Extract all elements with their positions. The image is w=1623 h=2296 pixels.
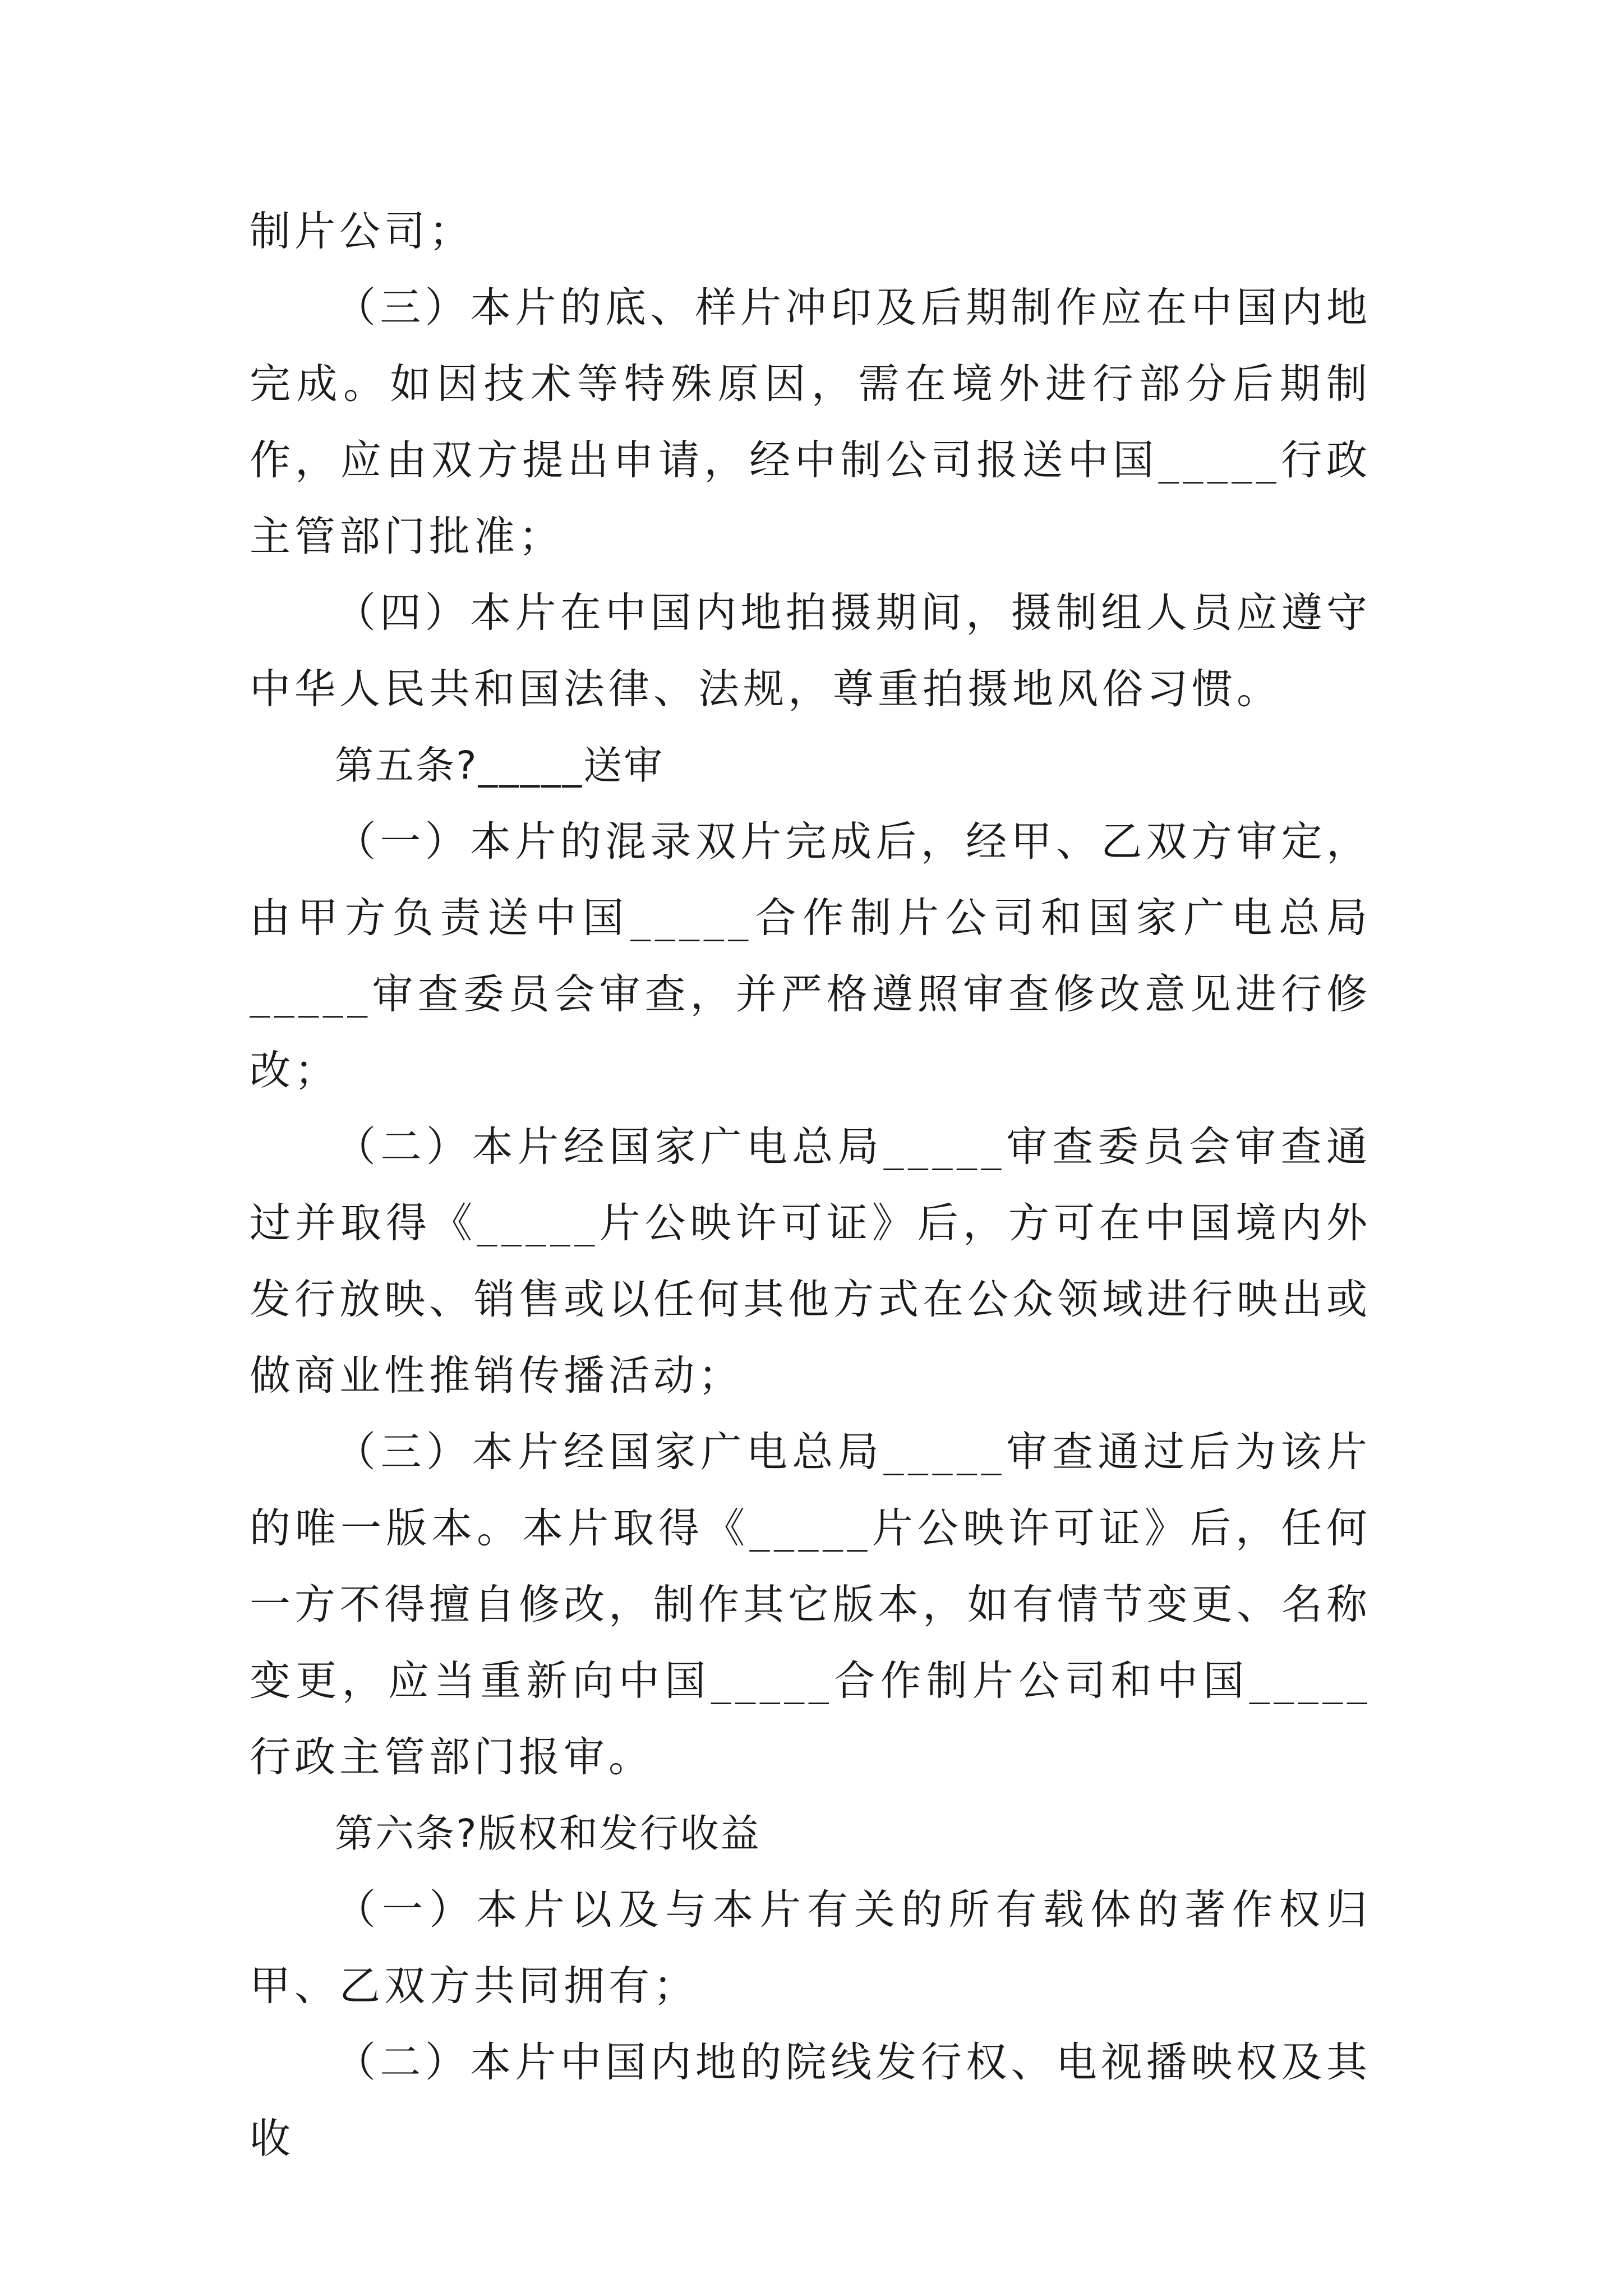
paragraph-clause-4-3: （三）本片的底、样片冲印及后期制作应在中国内地完成。如因技术等特殊原因，需在境外进行部分后期制作，应由双方提出申请，经中制公司报送中国_____行政主管部门批准；: [250, 284, 1371, 560]
document-body: [250, 194, 1371, 2177]
paragraph-clause-5-2: （二）本片经国家广电总局_____审查委员会审查通过并取得《_____片公映许可证》后，方可在中国境内外发行放映、销售或以任何其他方式在公众领域进行映出或做商业性推销传播活动；: [250, 1123, 1371, 1400]
paragraph-clause-6-2: （二）本片中国内地的院线发行权、电视播映权及其收: [250, 2039, 1371, 2162]
paragraph-continuation: 制片公司；: [250, 208, 474, 255]
paragraph-clause-5-3: （三）本片经国家广电总局_____审查通过后为该片的唯一版本。本片取得《_____片公映许可证》后，任何一方不得擅自修改，制作其它版本，如有情节变更、名称变更，应当重新向中国_____合作制片公司和中国_____行政主管部门报审。: [250, 1428, 1371, 1781]
article-6-heading: 第六条?版权和发行收益: [335, 1811, 761, 1856]
paragraph-clause-6-1: （一）本片以及与本片有关的所有载体的著作权归甲、乙双方共同拥有；: [250, 1886, 1371, 2010]
paragraph-clause-5-1: （一）本片的混录双片完成后，经甲、乙双方审定，由甲方负责送中国_____合作制片公司和国家广电总局_____审查委员会审查，并严格遵照审查修改意见进行修改；: [250, 818, 1371, 1094]
paragraph-clause-4-4: （四）本片在中国内地拍摄期间，摄制组人员应遵守中华人民共和国法律、法规，尊重拍摄地风俗习惯。: [250, 589, 1371, 713]
article-5-heading: 第五条?_____送审: [335, 743, 665, 788]
